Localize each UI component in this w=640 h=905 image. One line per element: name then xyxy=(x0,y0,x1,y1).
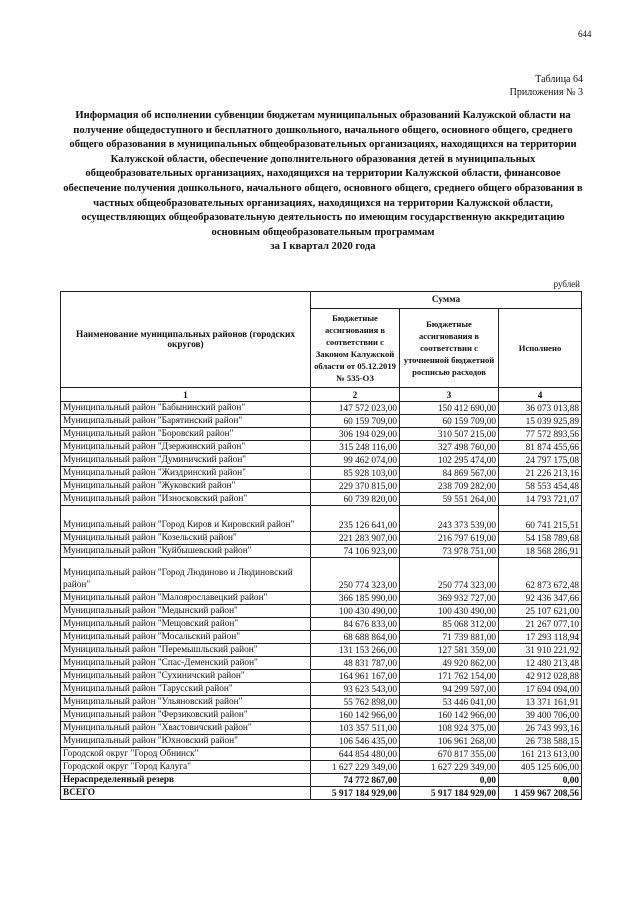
row-revised-allocation-cell: 1 627 229 349,00 xyxy=(400,761,499,774)
row-law-allocation-cell: 68 688 864,00 xyxy=(311,631,400,644)
row-name-cell: Муниципальный район "Жуковский район" xyxy=(61,480,311,493)
row-law-allocation-cell: 1 627 229 349,00 xyxy=(311,761,400,774)
table-row xyxy=(61,454,582,467)
row-name-cell: Муниципальный район "Козельский район" xyxy=(61,532,311,545)
header-col-4: Исполнено xyxy=(499,309,582,388)
row-executed-cell: 161 213 613,00 xyxy=(499,748,582,761)
row-name-cell: Муниципальный район "Ульяновский район" xyxy=(61,696,311,709)
table-row xyxy=(61,722,582,735)
row-executed-cell: 18 568 286,91 xyxy=(499,545,582,558)
row-name-cell: Нераспределенный резерв xyxy=(61,774,311,787)
row-revised-allocation-cell: 0,00 xyxy=(400,774,499,787)
row-law-allocation-cell: 164 961 167,00 xyxy=(311,670,400,683)
table-row xyxy=(61,532,582,545)
row-name-cell: Муниципальный район "Малоярославецкий район" xyxy=(61,592,311,605)
row-law-allocation-cell: 60 159 709,00 xyxy=(311,415,400,428)
row-revised-allocation-cell: 5 917 184 929,00 xyxy=(400,787,499,800)
row-executed-cell: 13 371 161,91 xyxy=(499,696,582,709)
table-row xyxy=(61,644,582,657)
table-row xyxy=(61,774,582,787)
row-law-allocation-cell: 74 772 867,00 xyxy=(311,774,400,787)
table-row xyxy=(61,545,582,558)
row-revised-allocation-cell: 85 068 312,00 xyxy=(400,618,499,631)
row-executed-cell: 42 912 028,88 xyxy=(499,670,582,683)
table-row xyxy=(61,696,582,709)
row-revised-allocation-cell: 150 412 690,00 xyxy=(400,402,499,415)
row-revised-allocation-cell: 100 430 490,00 xyxy=(400,605,499,618)
row-revised-allocation-cell: 238 709 282,00 xyxy=(400,480,499,493)
header-name-col: Наименование муниципальных районов (городских округов) xyxy=(61,292,311,388)
row-name-cell: Муниципальный район "Хвастовичский район" xyxy=(61,722,311,735)
table-row xyxy=(61,441,582,454)
row-revised-allocation-cell: 310 507 215,00 xyxy=(400,428,499,441)
row-revised-allocation-cell: 127 581 359,00 xyxy=(400,644,499,657)
row-name-cell: Муниципальный район "Думиничский район" xyxy=(61,454,311,467)
table-row xyxy=(61,683,582,696)
row-law-allocation-cell: 235 126 641,00 xyxy=(311,506,400,532)
header-number-row xyxy=(61,388,582,402)
row-executed-cell: 15 039 925,89 xyxy=(499,415,582,428)
row-law-allocation-cell: 250 774 323,00 xyxy=(311,558,400,592)
row-executed-cell: 17 694 094,00 xyxy=(499,683,582,696)
row-law-allocation-cell: 60 739 820,00 xyxy=(311,493,400,506)
row-name-cell: Муниципальный район "Дзержинский район" xyxy=(61,441,311,454)
table-row xyxy=(61,748,582,761)
table-row xyxy=(61,761,582,774)
row-executed-cell: 12 480 213,48 xyxy=(499,657,582,670)
row-executed-cell: 14 793 721,07 xyxy=(499,493,582,506)
row-law-allocation-cell: 147 572 023,00 xyxy=(311,402,400,415)
row-law-allocation-cell: 48 831 787,00 xyxy=(311,657,400,670)
row-law-allocation-cell: 74 106 923,00 xyxy=(311,545,400,558)
header-num-1: 1 xyxy=(61,388,311,402)
page-number: 644 xyxy=(578,29,592,39)
table-row xyxy=(61,415,582,428)
row-executed-cell: 58 553 454,48 xyxy=(499,480,582,493)
row-executed-cell: 92 436 347,66 xyxy=(499,592,582,605)
units-label: рублей xyxy=(553,279,580,289)
row-law-allocation-cell: 306 194 029,00 xyxy=(311,428,400,441)
header-num-4: 4 xyxy=(499,388,582,402)
table-row xyxy=(61,558,582,592)
row-executed-cell: 39 400 706,00 xyxy=(499,709,582,722)
row-revised-allocation-cell: 102 295 474,00 xyxy=(400,454,499,467)
row-revised-allocation-cell: 171 762 154,00 xyxy=(400,670,499,683)
row-revised-allocation-cell: 60 159 709,00 xyxy=(400,415,499,428)
row-revised-allocation-cell: 243 373 539,00 xyxy=(400,506,499,532)
row-law-allocation-cell: 103 357 511,00 xyxy=(311,722,400,735)
row-name-cell: ВСЕГО xyxy=(61,787,311,800)
row-law-allocation-cell: 221 283 907,00 xyxy=(311,532,400,545)
table-body xyxy=(61,402,582,800)
row-law-allocation-cell: 55 762 898,00 xyxy=(311,696,400,709)
row-executed-cell: 26 738 588,15 xyxy=(499,735,582,748)
header-sum: Сумма xyxy=(311,292,582,309)
header-col-3: Бюджетные ассигнования в соответствии с уточненной бюджетной росписью расходов xyxy=(400,309,499,388)
row-executed-cell: 77 572 893,56 xyxy=(499,428,582,441)
row-revised-allocation-cell: 108 924 375,00 xyxy=(400,722,499,735)
header-num-2: 2 xyxy=(311,388,400,402)
row-revised-allocation-cell: 216 797 619,00 xyxy=(400,532,499,545)
row-law-allocation-cell: 644 854 480,00 xyxy=(311,748,400,761)
row-executed-cell: 21 267 077,10 xyxy=(499,618,582,631)
row-executed-cell: 0,00 xyxy=(499,774,582,787)
row-revised-allocation-cell: 250 774 323,00 xyxy=(400,558,499,592)
header-col-2: Бюджетные ассигнования в соответствии с Законом Калужской области от 05.12.2019 № 535-ОЗ xyxy=(311,309,400,388)
row-name-cell: Муниципальный район "Износковский район" xyxy=(61,493,311,506)
row-revised-allocation-cell: 53 446 041,00 xyxy=(400,696,499,709)
row-executed-cell: 24 797 175,08 xyxy=(499,454,582,467)
table-row xyxy=(61,428,582,441)
row-law-allocation-cell: 366 185 990,00 xyxy=(311,592,400,605)
row-revised-allocation-cell: 49 920 862,00 xyxy=(400,657,499,670)
table-label: Таблица 64 xyxy=(535,74,583,85)
row-name-cell: Муниципальный район "Юхновский район" xyxy=(61,735,311,748)
row-name-cell: Муниципальный район "Спас-Деменский район" xyxy=(61,657,311,670)
row-executed-cell: 17 293 118,94 xyxy=(499,631,582,644)
row-revised-allocation-cell: 106 961 268,00 xyxy=(400,735,499,748)
row-executed-cell: 62 873 672,48 xyxy=(499,558,582,592)
row-name-cell: Муниципальный район "Барятинский район" xyxy=(61,415,311,428)
row-executed-cell: 405 125 606,00 xyxy=(499,761,582,774)
row-law-allocation-cell: 229 370 815,00 xyxy=(311,480,400,493)
title-text: Информация об исполнении субвенции бюджетам муниципальных образований Калужской области на получение общедоступного и бесплатного дошкольного, начального общего, основного общего, среднего общего образования в муниципальных общеобразовательных организациях, находящихся на территории Калужской области, обеспечение дополнительного образования детей в муниципальных общеобразовательных организациях, находящихся на территории Калужской области, финансовое обеспечение получения дошкольного, начального общего, основного общего, среднего общего образования в частных общеобразовательных организациях, находящихся на территории Калужской области, осуществляющих общеобразовательную деятельность по имеющим государственную аккредитацию основным общеобразовательным программам xyxy=(63,110,583,238)
row-law-allocation-cell: 100 430 490,00 xyxy=(311,605,400,618)
table-row xyxy=(61,618,582,631)
row-law-allocation-cell: 93 623 543,00 xyxy=(311,683,400,696)
row-name-cell: Муниципальный район "Мосальский район" xyxy=(61,631,311,644)
table-row xyxy=(61,493,582,506)
table-row xyxy=(61,605,582,618)
row-name-cell: Муниципальный район "Бабынинский район" xyxy=(61,402,311,415)
row-name-cell: Муниципальный район "Ферзиковский район" xyxy=(61,709,311,722)
row-revised-allocation-cell: 71 739 881,00 xyxy=(400,631,499,644)
row-name-cell: Муниципальный район "Сухиничский район" xyxy=(61,670,311,683)
row-executed-cell: 31 910 221,92 xyxy=(499,644,582,657)
row-law-allocation-cell: 84 676 833,00 xyxy=(311,618,400,631)
appendix-label: Приложения № 3 xyxy=(509,87,583,98)
row-name-cell: Городской округ "Город Калуга" xyxy=(61,761,311,774)
row-name-cell: Муниципальный район "Город Киров и Кировский район" xyxy=(61,506,311,532)
table-row xyxy=(61,506,582,532)
header-num-3: 3 xyxy=(400,388,499,402)
title-period: за I квартал 2020 года xyxy=(270,241,376,253)
row-executed-cell: 26 743 993,16 xyxy=(499,722,582,735)
row-revised-allocation-cell: 160 142 966,00 xyxy=(400,709,499,722)
table-row xyxy=(61,670,582,683)
table-row xyxy=(61,735,582,748)
row-name-cell: Муниципальный район "Мещовский район" xyxy=(61,618,311,631)
row-name-cell: Муниципальный район "Тарусский район" xyxy=(61,683,311,696)
row-executed-cell: 81 874 455,66 xyxy=(499,441,582,454)
row-name-cell: Муниципальный район "Перемышльский район" xyxy=(61,644,311,657)
table-row xyxy=(61,467,582,480)
document-title xyxy=(58,109,588,255)
table-row xyxy=(61,480,582,493)
row-revised-allocation-cell: 369 932 727,00 xyxy=(400,592,499,605)
row-executed-cell: 21 226 213,16 xyxy=(499,467,582,480)
row-law-allocation-cell: 5 917 184 929,00 xyxy=(311,787,400,800)
row-law-allocation-cell: 85 928 103,00 xyxy=(311,467,400,480)
row-revised-allocation-cell: 670 817 355,00 xyxy=(400,748,499,761)
table-row xyxy=(61,592,582,605)
row-executed-cell: 25 107 621,00 xyxy=(499,605,582,618)
row-executed-cell: 1 459 967 208,56 xyxy=(499,787,582,800)
data-table xyxy=(60,291,582,800)
table-row xyxy=(61,787,582,800)
row-law-allocation-cell: 131 153 266,00 xyxy=(311,644,400,657)
row-revised-allocation-cell: 84 869 567,00 xyxy=(400,467,499,480)
row-law-allocation-cell: 160 142 966,00 xyxy=(311,709,400,722)
row-law-allocation-cell: 99 462 074,00 xyxy=(311,454,400,467)
row-executed-cell: 60 741 215,51 xyxy=(499,506,582,532)
row-name-cell: Муниципальный район "Город Людиново и Людиновский район" xyxy=(61,558,311,592)
row-revised-allocation-cell: 94 299 597,00 xyxy=(400,683,499,696)
row-law-allocation-cell: 315 248 116,00 xyxy=(311,441,400,454)
row-executed-cell: 54 158 789,68 xyxy=(499,532,582,545)
table-row xyxy=(61,709,582,722)
row-law-allocation-cell: 106 546 435,00 xyxy=(311,735,400,748)
row-name-cell: Муниципальный район "Медынский район" xyxy=(61,605,311,618)
table-row xyxy=(61,631,582,644)
table-caption xyxy=(510,73,583,99)
row-name-cell: Муниципальный район "Жиздринский район" xyxy=(61,467,311,480)
table-row xyxy=(61,402,582,415)
row-name-cell: Муниципальный район "Куйбышевский район" xyxy=(61,545,311,558)
row-revised-allocation-cell: 59 551 264,00 xyxy=(400,493,499,506)
row-name-cell: Муниципальный район "Боровский район" xyxy=(61,428,311,441)
table-row xyxy=(61,657,582,670)
row-name-cell: Городской округ "Город Обнинск" xyxy=(61,748,311,761)
row-executed-cell: 36 073 013,88 xyxy=(499,402,582,415)
row-revised-allocation-cell: 73 978 751,00 xyxy=(400,545,499,558)
row-revised-allocation-cell: 327 498 760,00 xyxy=(400,441,499,454)
